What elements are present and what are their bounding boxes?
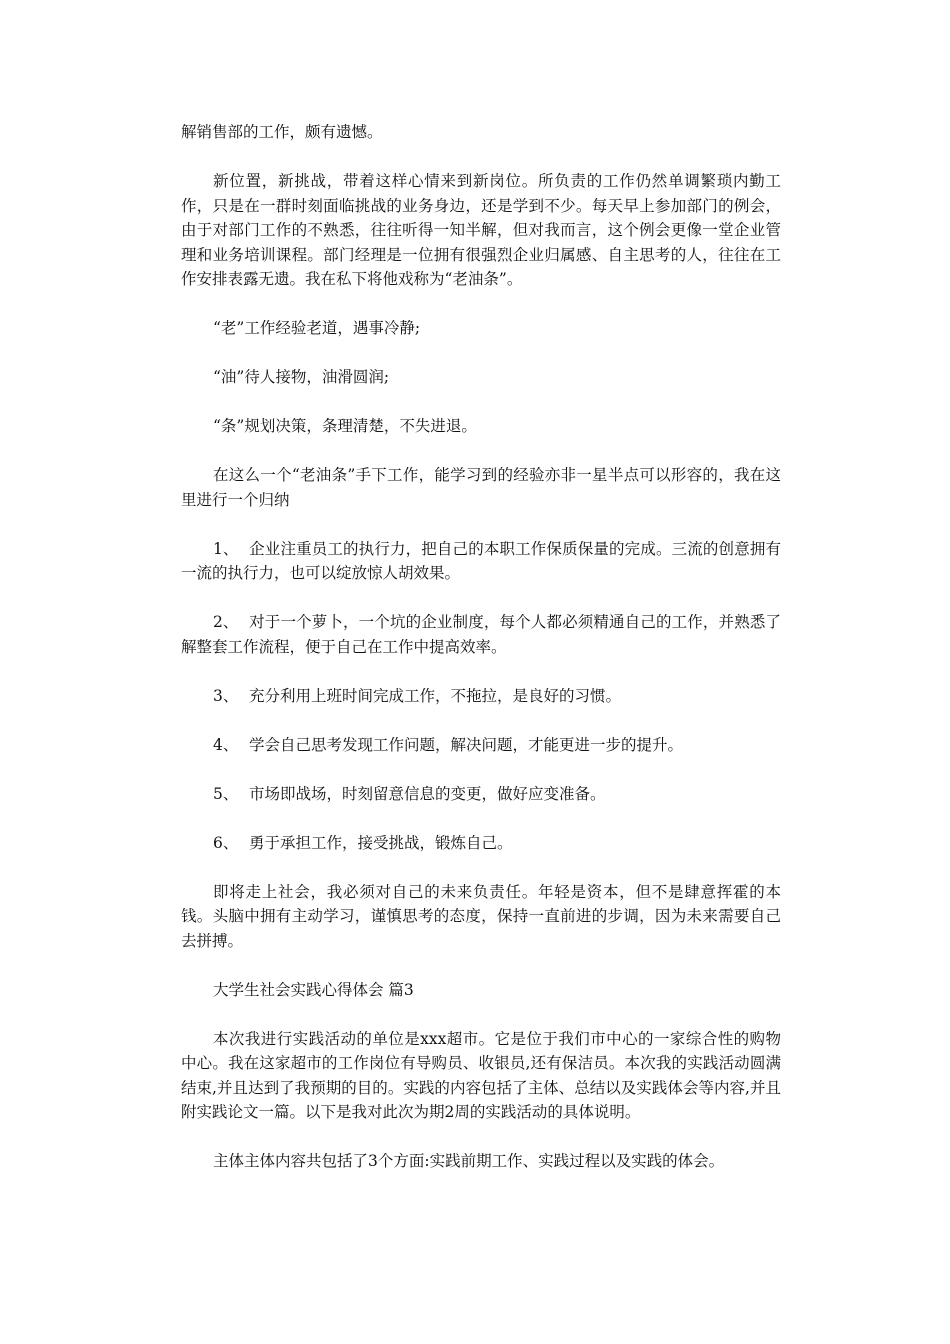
list-item (181, 684, 781, 709)
section-heading: 大学生社会实践心得体会 篇3 (213, 980, 414, 999)
paragraph: 即将走上社会，我必须对自己的未来负责任。年轻是资本，但不是肆意挥霍的本钱。头脑中拥有主动学习，谨慎思考的态度，保持一直前进的步调，因为未来需要自己去拼搏。 (181, 882, 781, 950)
paragraph: 解销售部的工作，颇有遗憾。 (181, 123, 383, 141)
list-item (181, 537, 781, 586)
list-item-text: 学会自己思考发现工作问题，解决问题，才能更进一步的提升。 (249, 735, 684, 754)
paragraph: 新位置，新挑战，带着这样心情来到新岗位。所负责的工作仍然单调繁琐内勤工作，只是在一群时刻面临挑战的业务身边，还是学到不少。每天早上参加部门的例会，由于对部门工作的不熟悉，往往听得一知半解，但对我而言，这个例会更像一堂企业管理和业务培训课程。部门经理是一位拥有很强烈企业归属感、自主思考的人，往往在工作安排表露无遗。我在私下将他戏称为“老油条”。 (181, 172, 781, 288)
list-item-text: 充分利用上班时间完成工作，不拖拉，是良好的习惯。 (249, 686, 622, 705)
paragraph: “老”工作经验老道，遇事冷静; (213, 319, 421, 337)
list-item-number: 2、 (213, 613, 239, 631)
paragraph: “条”规划决策，条理清楚，不失进退。 (213, 417, 477, 435)
document-body (181, 120, 781, 1198)
list-item-text: 对于一个萝卜，一个坑的企业制度，每个人都必须精通自己的工作，并熟悉了解整套工作流程，便于自己在工作中提高效率。 (181, 613, 781, 656)
list-item-text: 企业注重员工的执行力，把自己的本职工作保质保量的完成。三流的创意拥有一流的执行力，也可以绽放惊人胡效果。 (181, 539, 781, 582)
list-item-text: 市场即战场，时刻留意信息的变更，做好应变准备。 (249, 784, 606, 803)
list-item-number: 5、 (213, 784, 239, 803)
list-item (181, 610, 781, 659)
list-item (181, 733, 781, 758)
list-item-number: 6、 (213, 833, 239, 852)
list-item-number: 4、 (213, 735, 239, 754)
paragraph: 本次我进行实践活动的单位是xxx超市。它是位于我们市中心的一家综合性的购物中心。我在这家超市的工作岗位有导购员、收银员,还有保洁员。本次我的实践活动圆满结束,并且达到了我预期的目的。实践的内容包括了主体、总结以及实践体会等内容,并且附实践论文一篇。以下是我对此次为期2周的实践活动的具体说明。 (181, 1029, 781, 1121)
list-item (181, 782, 781, 807)
list-item-number: 3、 (213, 686, 239, 705)
paragraph: 在这么一个“老油条”手下工作，能学习到的经验亦非一星半点可以形容的，我在这里进行一个归纳 (181, 466, 781, 509)
paragraph: 主体主体内容共包括了3个方面:实践前期工作、实践过程以及实践的体会。 (213, 1152, 725, 1170)
list-item (181, 831, 781, 856)
list-item-number: 1、 (213, 539, 239, 558)
paragraph: “油”待人接物，油滑圆润; (213, 368, 390, 386)
list-item-text: 勇于承担工作，接受挑战，锻炼自己。 (249, 833, 513, 852)
